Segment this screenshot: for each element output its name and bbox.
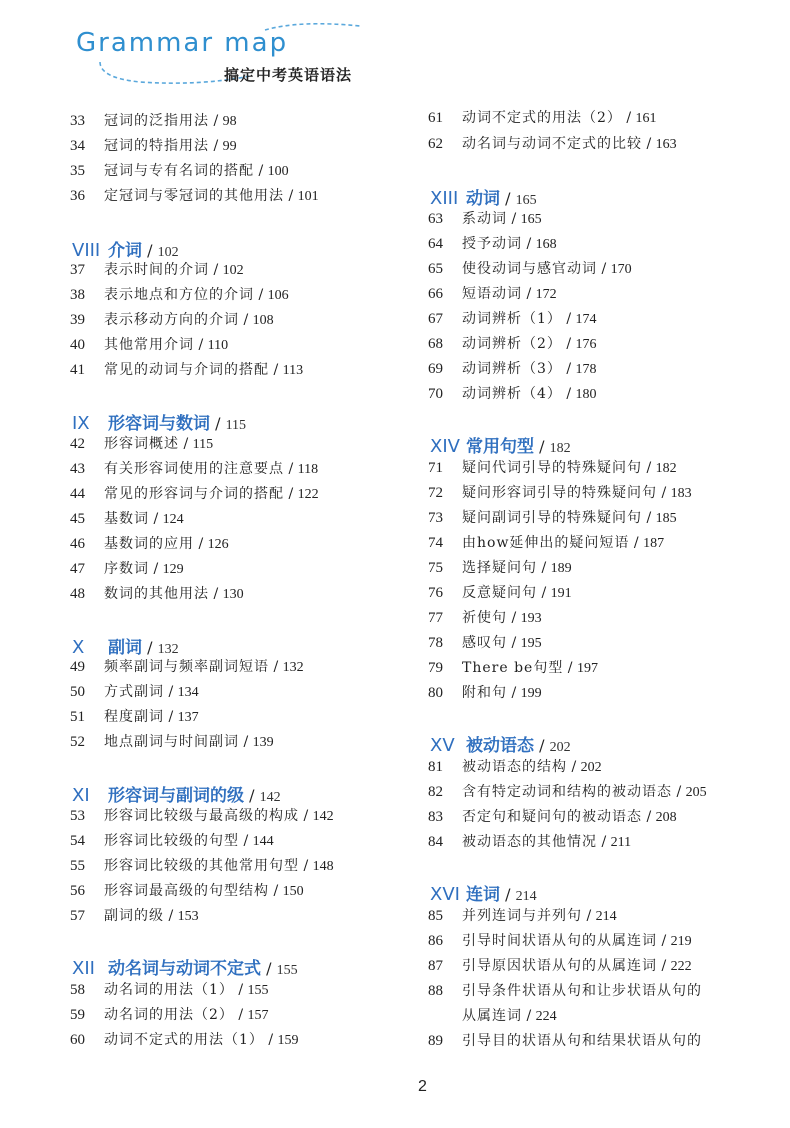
logo-subtitle: 搞定中考英语语法 xyxy=(224,66,353,84)
toc-entry: 74 由how延伸出的疑问短语 / 187 xyxy=(428,535,665,551)
entry-title: 基数词的应用 xyxy=(104,536,194,552)
entry-page: 159 xyxy=(277,1033,299,1048)
entry-number: 63 xyxy=(428,211,443,227)
entry-title: 基数词 xyxy=(104,511,149,527)
entry-title: 地点副词与时间副词 xyxy=(104,734,239,750)
page-number: 2 xyxy=(418,1078,427,1095)
toc-entry: 52 地点副词与时间副词 / 139 xyxy=(70,734,274,750)
toc-entry: 38 表示地点和方位的介词 / 106 xyxy=(70,287,289,303)
section-page: 165 xyxy=(515,193,537,208)
entry-number: 53 xyxy=(70,808,85,824)
entry-number: 87 xyxy=(428,958,443,974)
entry-title: 由how延伸出的疑问短语 xyxy=(462,535,630,551)
toc-entry: 49 频率副词与频率副词短语 / 132 xyxy=(70,659,304,675)
toc-entry: 71 疑问代词引导的特殊疑问句 / 182 xyxy=(428,460,677,476)
entry-number: 55 xyxy=(70,858,85,874)
entry-page: 113 xyxy=(282,363,304,378)
toc-entry: 85 并列连词与并列句 / 214 xyxy=(428,908,617,924)
entry-title: 形容词最高级的句型结构 xyxy=(104,883,269,899)
entry-page: 161 xyxy=(635,111,657,126)
entry-title: 授予动词 xyxy=(462,236,522,252)
entry-title: 形容词概述 xyxy=(104,436,179,452)
entry-title: 定冠词与零冠词的其他用法 xyxy=(104,188,284,204)
entry-number: 57 xyxy=(70,908,85,924)
entry-number: 61 xyxy=(428,110,443,126)
section-page: 142 xyxy=(259,790,281,805)
entry-number: 84 xyxy=(428,834,443,850)
toc-entry: 72 疑问形容词引导的特殊疑问句 / 183 xyxy=(428,485,692,501)
toc-entry: 44 常见的形容词与介词的搭配 / 122 xyxy=(70,486,319,502)
entry-title: 方式副词 xyxy=(104,684,164,700)
entry-number: 67 xyxy=(428,311,443,327)
entry-page: 137 xyxy=(177,710,199,725)
entry-page: 202 xyxy=(580,760,602,775)
logo-title: Grammar map xyxy=(76,28,289,58)
entry-title: 系动词 xyxy=(462,211,507,227)
toc-entry: 43 有关形容词使用的注意要点 / 118 xyxy=(70,461,319,477)
entry-number: 42 xyxy=(70,436,85,452)
entry-page: 155 xyxy=(247,983,269,998)
entry-number: 37 xyxy=(70,262,85,278)
entry-title: 并列连词与并列句 xyxy=(462,908,582,924)
entry-page: 170 xyxy=(610,262,632,277)
entry-title: 疑问副词引导的特殊疑问句 xyxy=(462,510,642,526)
entry-title: 常见的动词与介词的搭配 xyxy=(104,362,269,378)
entry-title: 表示移动方向的介词 xyxy=(104,312,239,328)
entry-page: 185 xyxy=(655,511,677,526)
section-heading: XIV 常用句型 / 182 xyxy=(430,436,571,457)
toc-entry: 54 形容词比较级的句型 / 144 xyxy=(70,833,274,849)
toc-entry: 79 There be句型 / 197 xyxy=(428,660,598,676)
toc-entry: 51 程度副词 / 137 xyxy=(70,709,199,725)
entry-number: 45 xyxy=(70,511,85,527)
toc-entry: 66 短语动词 / 172 xyxy=(428,286,557,302)
entry-title: 动词辨析（4） xyxy=(462,386,562,402)
entry-number: 64 xyxy=(428,236,443,252)
entry-number: 68 xyxy=(428,336,443,352)
entry-number: 69 xyxy=(428,361,443,377)
section-page: 115 xyxy=(225,418,247,433)
entry-page: 130 xyxy=(222,587,244,602)
section-page: 155 xyxy=(276,963,298,978)
toc-entry xyxy=(428,1030,702,1052)
toc-entry: 46 基数词的应用 / 126 xyxy=(70,536,229,552)
entry-title: 引导目的状语从句和结果状语从句的 xyxy=(462,1033,702,1049)
section-page: 214 xyxy=(515,889,537,904)
section-heading: XIII 动词 / 165 xyxy=(430,188,537,209)
entry-page: 157 xyxy=(247,1008,269,1023)
entry-title: 动词辨析（2） xyxy=(462,336,562,352)
entry-title: 反意疑问句 xyxy=(462,585,537,601)
entry-page: 224 xyxy=(535,1009,557,1024)
entry-number: 43 xyxy=(70,461,85,477)
entry-title: 形容词比较级与最高级的构成 xyxy=(104,808,299,824)
entry-title: 祈使句 xyxy=(462,610,507,626)
toc-entry: 84 被动语态的其他情况 / 211 xyxy=(428,834,632,850)
section-heading: XII 动名词与动词不定式 / 155 xyxy=(72,958,298,979)
toc-entry: 77 祈使句 / 193 xyxy=(428,610,542,626)
entry-title: 引导时间状语从句的从属连词 xyxy=(462,933,657,949)
entry-title: 动名词的用法（2） xyxy=(104,1007,234,1023)
toc-entry: 75 选择疑问句 / 189 xyxy=(428,560,572,576)
toc-entry: 73 疑问副词引导的特殊疑问句 / 185 xyxy=(428,510,677,526)
toc-entry: 64 授予动词 / 168 xyxy=(428,236,557,252)
toc-entry: 45 基数词 / 124 xyxy=(70,511,184,527)
entry-page: 168 xyxy=(535,237,557,252)
entry-page: 142 xyxy=(312,809,334,824)
toc-entry: 81 被动语态的结构 / 202 xyxy=(428,759,602,775)
entry-number: 38 xyxy=(70,287,85,303)
entry-number: 79 xyxy=(428,660,443,676)
entry-page: 208 xyxy=(655,810,677,825)
section-title: 动词 xyxy=(466,189,500,209)
entry-number: 77 xyxy=(428,610,443,626)
toc-entry: 82 含有特定动词和结构的被动语态 / 205 xyxy=(428,784,707,800)
entry-page: 118 xyxy=(297,462,319,477)
entry-page: 187 xyxy=(643,536,665,551)
entry-page: 197 xyxy=(576,661,598,676)
section-heading: VIII 介词 / 102 xyxy=(72,240,179,261)
toc-entry: 36 定冠词与零冠词的其他用法 / 101 xyxy=(70,188,319,204)
entry-number: 52 xyxy=(70,734,85,750)
toc-entry: 65 使役动词与感官动词 / 170 xyxy=(428,261,632,277)
toc-entry: 87 引导原因状语从句的从属连词 / 222 xyxy=(428,958,692,974)
entry-title: 冠词的特指用法 xyxy=(104,138,209,154)
entry-number: 60 xyxy=(70,1032,85,1048)
section-title: 动名词与动词不定式 xyxy=(108,959,261,979)
entry-page: 191 xyxy=(550,586,572,601)
toc-entry: 62 动名词与动词不定式的比较 / 163 xyxy=(428,136,677,152)
entry-title: 否定句和疑问句的被动语态 xyxy=(462,809,642,825)
entry-number: 75 xyxy=(428,560,443,576)
entry-title: 序数词 xyxy=(104,561,149,577)
toc-entry: 57 副词的级 / 153 xyxy=(70,908,199,924)
entry-title: 附和句 xyxy=(462,685,507,701)
toc-entry: 35 冠词与专有名词的搭配 / 100 xyxy=(70,163,289,179)
entry-title: 频率副词与频率副词短语 xyxy=(104,659,269,675)
section-title: 形容词与副词的级 xyxy=(108,786,244,806)
entry-page: 214 xyxy=(595,909,617,924)
entry-page: 115 xyxy=(192,437,214,452)
entry-number: 70 xyxy=(428,386,443,402)
entry-page: 98 xyxy=(222,114,237,129)
toc-entry: 53 形容词比较级与最高级的构成 / 142 xyxy=(70,808,334,824)
entry-title: 选择疑问句 xyxy=(462,560,537,576)
entry-number: 82 xyxy=(428,784,443,800)
entry-title: 感叹句 xyxy=(462,635,507,651)
entry-title: 从属连词 xyxy=(462,1008,522,1024)
toc-entry: 40 其他常用介词 / 110 xyxy=(70,337,229,353)
section-numeral: XII xyxy=(72,958,95,979)
entry-page: 139 xyxy=(252,735,274,750)
entry-number: 59 xyxy=(70,1007,85,1023)
entry-title: 疑问形容词引导的特殊疑问句 xyxy=(462,485,657,501)
entry-number: 36 xyxy=(70,188,85,204)
entry-page: 163 xyxy=(655,137,677,152)
entry-title: 引导原因状语从句的从属连词 xyxy=(462,958,657,974)
toc-entry: 42 形容词概述 / 115 xyxy=(70,436,214,452)
section-numeral: XIV xyxy=(430,436,460,457)
entry-number: 47 xyxy=(70,561,85,577)
grammar-map-logo xyxy=(60,10,380,90)
entry-number: 88 xyxy=(428,983,443,999)
section-title: 介词 xyxy=(108,241,142,261)
toc-entry: 47 序数词 / 129 xyxy=(70,561,184,577)
toc-entry: 60 动词不定式的用法（1） / 159 xyxy=(70,1032,299,1048)
section-numeral: IX xyxy=(72,413,90,434)
toc-entry: 56 形容词最高级的句型结构 / 150 xyxy=(70,883,304,899)
section-title: 常用句型 xyxy=(466,437,534,457)
entry-number: 48 xyxy=(70,586,85,602)
toc-entry: 78 感叹句 / 195 xyxy=(428,635,542,651)
entry-page: 150 xyxy=(282,884,304,899)
entry-title: 形容词比较级的其他常用句型 xyxy=(104,858,299,874)
entry-page: 101 xyxy=(297,189,319,204)
entry-title: 动名词与动词不定式的比较 xyxy=(462,136,642,152)
toc-entry: 76 反意疑问句 / 191 xyxy=(428,585,572,601)
entry-page: 172 xyxy=(535,287,557,302)
entry-number: 44 xyxy=(70,486,85,502)
entry-number: 78 xyxy=(428,635,443,651)
entry-page: 199 xyxy=(520,686,542,701)
entry-number: 73 xyxy=(428,510,443,526)
entry-number: 58 xyxy=(70,982,85,998)
toc-entry: 从属连词 / 224 xyxy=(462,1008,557,1024)
entry-page: 174 xyxy=(575,312,597,327)
section-heading: XI 形容词与副词的级 / 142 xyxy=(72,785,281,806)
toc-entry: 58 动名词的用法（1） / 155 xyxy=(70,982,269,998)
entry-number: 83 xyxy=(428,809,443,825)
entry-title: 使役动词与感官动词 xyxy=(462,261,597,277)
toc-entry: 41 常见的动词与介词的搭配 / 113 xyxy=(70,362,304,378)
section-numeral: VIII xyxy=(72,240,101,261)
entry-number: 62 xyxy=(428,136,443,152)
entry-number: 56 xyxy=(70,883,85,899)
toc-entry: 61 动词不定式的用法（2） / 161 xyxy=(428,110,657,126)
entry-title: 表示地点和方位的介词 xyxy=(104,287,254,303)
entry-page: 122 xyxy=(297,487,319,502)
entry-number: 85 xyxy=(428,908,443,924)
entry-page: 211 xyxy=(610,835,632,850)
entry-number: 41 xyxy=(70,362,85,378)
entry-number: 35 xyxy=(70,163,85,179)
section-numeral: XVI xyxy=(430,884,460,905)
entry-page: 148 xyxy=(312,859,334,874)
entry-number: 54 xyxy=(70,833,85,849)
toc-entry: 48 数词的其他用法 / 130 xyxy=(70,586,244,602)
entry-title: 动词不定式的用法（1） xyxy=(104,1032,264,1048)
entry-title: 其他常用介词 xyxy=(104,337,194,353)
toc-entry: 55 形容词比较级的其他常用句型 / 148 xyxy=(70,858,334,874)
entry-title: 形容词比较级的句型 xyxy=(104,833,239,849)
entry-title: 短语动词 xyxy=(462,286,522,302)
entry-number: 39 xyxy=(70,312,85,328)
entry-page: 180 xyxy=(575,387,597,402)
entry-page: 182 xyxy=(655,461,677,476)
toc-entry: 68 动词辨析（2） / 176 xyxy=(428,336,597,352)
section-page: 202 xyxy=(549,740,571,755)
entry-number: 71 xyxy=(428,460,443,476)
section-heading: XV 被动语态 / 202 xyxy=(430,735,571,756)
entry-title: 有关形容词使用的注意要点 xyxy=(104,461,284,477)
entry-title: 引导条件状语从句和让步状语从句的 xyxy=(462,983,702,999)
entry-page: 129 xyxy=(162,562,184,577)
section-page: 182 xyxy=(549,441,571,456)
entry-title: 含有特定动词和结构的被动语态 xyxy=(462,784,672,800)
entry-page: 132 xyxy=(282,660,304,675)
entry-title: 被动语态的结构 xyxy=(462,759,567,775)
entry-page: 110 xyxy=(207,338,229,353)
entry-number: 74 xyxy=(428,535,443,551)
entry-number: 34 xyxy=(70,138,85,154)
entry-page: 178 xyxy=(575,362,597,377)
toc-entry: 39 表示移动方向的介词 / 108 xyxy=(70,312,274,328)
toc-entry: 59 动名词的用法（2） / 157 xyxy=(70,1007,269,1023)
toc-entry xyxy=(428,980,702,1002)
entry-page: 189 xyxy=(550,561,572,576)
toc-entry: 50 方式副词 / 134 xyxy=(70,684,199,700)
entry-number: 49 xyxy=(70,659,85,675)
entry-title: There be句型 xyxy=(462,660,564,676)
entry-title: 被动语态的其他情况 xyxy=(462,834,597,850)
toc-entry: 70 动词辨析（4） / 180 xyxy=(428,386,597,402)
section-heading: IX 形容词与数词 / 115 xyxy=(72,413,247,434)
section-title: 形容词与数词 xyxy=(108,414,210,434)
entry-number: 86 xyxy=(428,933,443,949)
section-heading: X 副词 / 132 xyxy=(72,637,179,658)
entry-title: 动词辨析（1） xyxy=(462,311,562,327)
entry-page: 124 xyxy=(162,512,184,527)
entry-page: 134 xyxy=(177,685,199,700)
entry-page: 106 xyxy=(267,288,289,303)
entry-page: 100 xyxy=(267,164,289,179)
section-numeral: XIII xyxy=(430,188,459,209)
entry-page: 193 xyxy=(520,611,542,626)
entry-page: 165 xyxy=(520,212,542,227)
toc-entry: 37 表示时间的介词 / 102 xyxy=(70,262,244,278)
entry-title: 冠词与专有名词的搭配 xyxy=(104,163,254,179)
entry-number: 89 xyxy=(428,1033,443,1049)
entry-page: 153 xyxy=(177,909,199,924)
entry-number: 65 xyxy=(428,261,443,277)
entry-title: 副词的级 xyxy=(104,908,164,924)
entry-page: 205 xyxy=(685,785,707,800)
entry-title: 程度副词 xyxy=(104,709,164,725)
section-title: 连词 xyxy=(466,885,500,905)
entry-page: 195 xyxy=(520,636,542,651)
section-heading: XVI 连词 / 214 xyxy=(430,884,537,905)
entry-title: 动词不定式的用法（2） xyxy=(462,110,622,126)
toc-entry: 34 冠词的特指用法 / 99 xyxy=(70,138,237,154)
entry-number: 51 xyxy=(70,709,85,725)
section-page: 132 xyxy=(157,642,179,657)
entry-page: 99 xyxy=(222,139,237,154)
toc-entry: 83 否定句和疑问句的被动语态 / 208 xyxy=(428,809,677,825)
entry-page: 183 xyxy=(670,486,692,501)
entry-title: 疑问代词引导的特殊疑问句 xyxy=(462,460,642,476)
section-numeral: XV xyxy=(430,735,455,756)
entry-number: 76 xyxy=(428,585,443,601)
section-numeral: XI xyxy=(72,785,90,806)
section-title: 被动语态 xyxy=(466,736,534,756)
entry-number: 50 xyxy=(70,684,85,700)
entry-title: 表示时间的介词 xyxy=(104,262,209,278)
entry-title: 冠词的泛指用法 xyxy=(104,113,209,129)
entry-page: 126 xyxy=(207,537,229,552)
entry-page: 222 xyxy=(670,959,692,974)
entry-number: 72 xyxy=(428,485,443,501)
toc-entry: 86 引导时间状语从句的从属连词 / 219 xyxy=(428,933,692,949)
entry-title: 常见的形容词与介词的搭配 xyxy=(104,486,284,502)
section-numeral: X xyxy=(72,637,85,658)
entry-number: 80 xyxy=(428,685,443,701)
entry-page: 219 xyxy=(670,934,692,949)
entry-number: 33 xyxy=(70,113,85,129)
toc-entry: 80 附和句 / 199 xyxy=(428,685,542,701)
entry-page: 144 xyxy=(252,834,274,849)
entry-number: 81 xyxy=(428,759,443,775)
entry-title: 动名词的用法（1） xyxy=(104,982,234,998)
toc-entry: 67 动词辨析（1） / 174 xyxy=(428,311,597,327)
entry-title: 数词的其他用法 xyxy=(104,586,209,602)
entry-page: 176 xyxy=(575,337,597,352)
toc-entry: 33 冠词的泛指用法 / 98 xyxy=(70,113,237,129)
toc-entry: 69 动词辨析（3） / 178 xyxy=(428,361,597,377)
entry-page: 108 xyxy=(252,313,274,328)
toc-entry: 63 系动词 / 165 xyxy=(428,211,542,227)
section-page: 102 xyxy=(157,245,179,260)
section-title: 副词 xyxy=(108,638,142,658)
entry-number: 46 xyxy=(70,536,85,552)
entry-title: 动词辨析（3） xyxy=(462,361,562,377)
entry-number: 66 xyxy=(428,286,443,302)
entry-page: 102 xyxy=(222,263,244,278)
entry-number: 40 xyxy=(70,337,85,353)
